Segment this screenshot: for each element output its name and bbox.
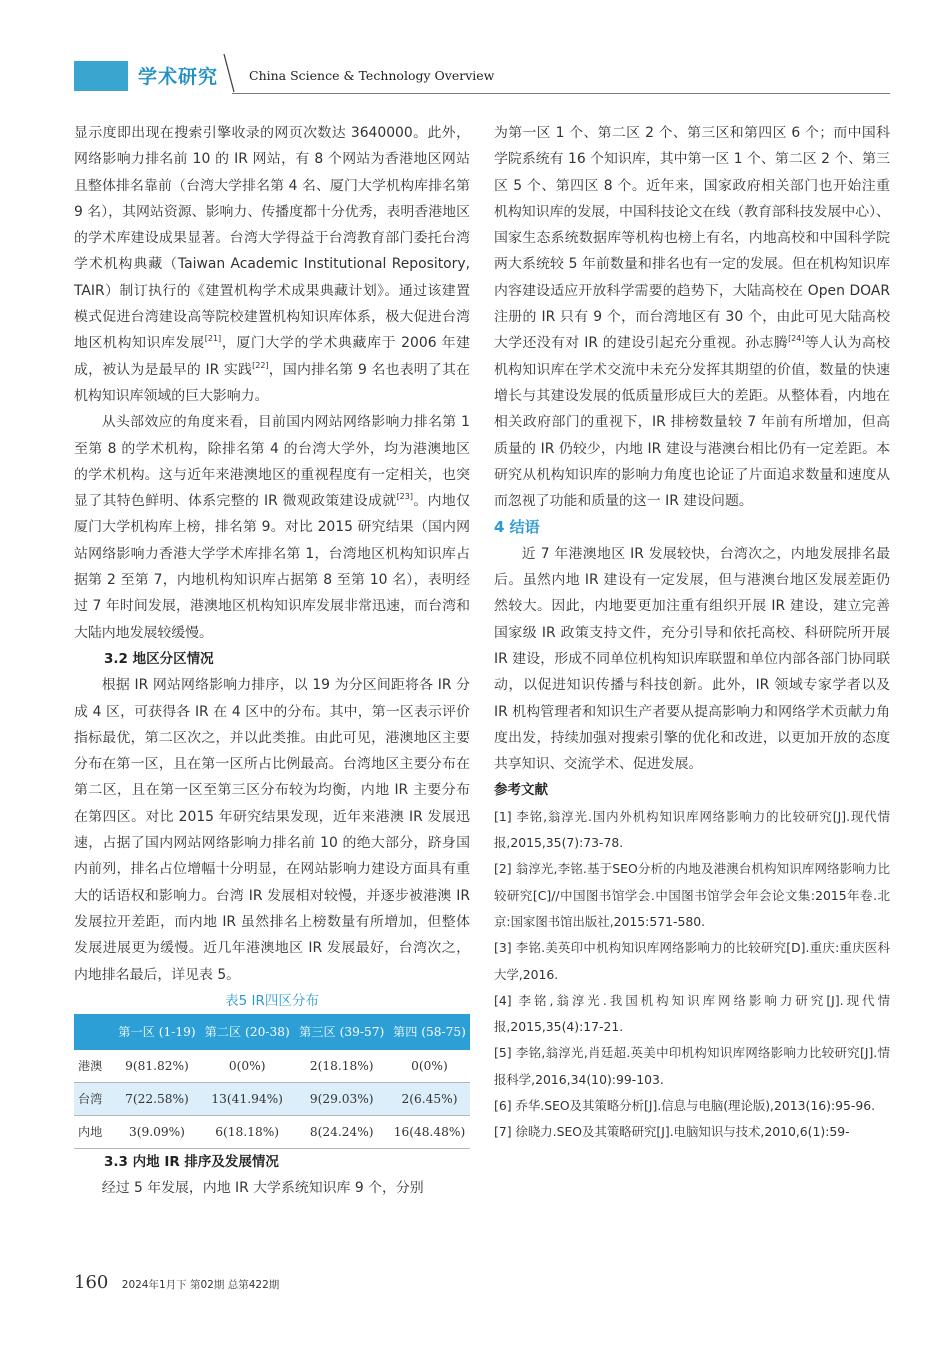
paragraph: 近 7 年港澳地区 IR 发展较快，台湾次之，内地发展排名最后。虽然内地 IR 建设有一定发展，但与港澳台地区发展差距仍然较大。因此，内地要更加注重有组织开展 IR 建设，建立完善国家级 IR 政策支持文件，充分引导和依托高校、科研院所开展 IR 建设，形成不同单位机构知识库联盟和单位内部各部门协同联动，以促进知识传播与科技创新。此外，IR 领域专家学者以及 IR 机构管理者和知识生产者要从提高影响力和网络学术贡献力角度出发，持续加强对搜索引擎的优化和改进，以更加开放的态度共享知识、交流学术、促进发展。 [494,545,890,773]
citation[interactable]: [23] [396,492,413,502]
paragraph: 经过 5 年发展，内地 IR 大学系统知识库 9 个，分别 [101,1180,424,1197]
references-heading: 参考文献 [494,782,548,799]
table-header-cell: 第一区 (1-19) [114,1014,200,1050]
paragraph: 从头部效应的角度来看，目前国内网站网络影响力排名第 1 至第 8 的学术机构，除排名第 4 的台湾大学外，均为港澳地区的学术机构。这与近年来港澳地区的重视程度有一定相关，也突显了其特色鲜明、体系完整的 IR 微观政策建设成就[23]。内地仅厦门大学机构库上榜，排名第 9。对比 2015 研究结果（国内网站网络影响力香港大学学术库排名第 1，台湾地区机构知识库占据第 2 至第 7，内地机构知识库占据第 8 至第 10 名），表明经过 7 年时间发展，港澳地区机构知识库发展非常迅速，而台湾和大陆内地发展较缓慢。 [74,414,470,641]
page-number: 160 [74,1272,109,1293]
table-cell: 内地 [74,1115,114,1148]
section-heading-4: 4 结语 [494,518,540,537]
table-cell: 7(22.58%) [114,1082,200,1115]
table-row [74,1115,470,1148]
table-cell: 13(41.94%) [200,1082,295,1115]
reference-item: [2] 翁淳光,李铭.基于SEO分析的内地及港澳台机构知识库网络影响力比较研究[C]//中国图书馆学会.中国图书馆学会年会论文集:2015年卷.北京:国家图书馆出版社,2015:571-580. [494,861,890,929]
header-slash-decoration [220,52,242,96]
reference-item: [6] 乔华.SEO及其策略分析[J].信息与电脑(理论版),2013(16):95-96. [494,1097,876,1113]
reference-item: [4] 李铭,翁淳光.我国机构知识库网络影响力研究[J].现代情报,2015,35(4):17-21. [494,992,890,1035]
reference-item: [3] 李铭.美英印中机构知识库网络影响力的比较研究[D].重庆:重庆医科大学,2016. [494,940,890,982]
journal-name: China Science & Technology Overview [249,68,495,83]
citation[interactable]: [21] [204,334,222,344]
paragraph: 根据 IR 网站网络影响力排序，以 19 为分区间距将各 IR 分成 4 区，可获得各 IR 在 4 区中的分布。其中，第一区表示评价指标最优，第二区次之，并以此类推。由此可见，港澳地区主要分布在第一区，且在第一区所占比例最高。台湾地区主要分布在第二区，且在第一区至第三区分布较为均衡，内地 IR 主要分布在第四区。对比 2015 年研究结果发现，近年来港澳 IR 发展迅速，占据了国内网站网络影响力排名前 10 的绝大部分，跻身国内前列，排名占位增幅十分明显，在网站影响力建设方面具有重大的话语权和影响力。台湾 IR 发展相对较慢，并逐步被港澳 IR 发展拉开差距，而内地 IR 虽然排名上榜数量有所增加，但整体发展进展更为缓慢。近几年港澳地区 IR 发展最好，台湾次之，内地排名最后，详见表 5。 [74,677,470,983]
table-header-cell: 第三区 (39-57) [294,1014,389,1050]
table-header-cell: 第四 (58-75) [389,1014,470,1050]
ir-zone-table [74,1014,470,1149]
table-cell: 6(18.18%) [200,1115,295,1148]
table-cell: 台湾 [74,1082,114,1115]
paragraph: 为第一区 1 个、第二区 2 个、第三区和第四区 6 个；而中国科学院系统有 16 个知识库，其中第一区 1 个、第二区 2 个、第三区 5 个、第四区 8 个。近年来，国家政府相关部门也开始注重机构知识库的发展，中国科技论文在线（教育部科技发展中心）、国家生态系统数据库等机构也榜上有名，内地高校和中国科学院两大系统较 5 年前数量和排名也有一定的发展。但在机构知识库内容建设适应开放科学需要的趋势下，大陆高校在 Open DOAR 注册的 IR 只有 9 个，而台湾地区有 30 个，由此可见大陆高校大学还没有对 IR 的建设引起充分重视。孙志腾[24]等人认为高校机构知识库在学术交流中未充分发挥其期望的价值，数量的快速增长与其建设发展的低质量形成巨大的差距。从整体看，内地在相关政府部门的重视下，IR 排榜数量较 7 年前有所增加，但高质量的 IR 仍较少，内地 IR 建设与港澳台相比仍有一定差距。本研究从机构知识库的影响力角度也论证了片面追求数量和速度从而忽视了功能和质量的这一 IR 建设问题。 [494,125,890,510]
right-column [494,120,890,1146]
page-footer [74,1272,279,1293]
section-title: 学术研究 [138,66,219,88]
table-header-row [74,1014,470,1050]
table-title: 表5 IR四区分布 [225,992,319,1009]
table-header-cell: 第二区 (20-38) [200,1014,295,1050]
table-row [74,1082,470,1115]
header-color-block [74,61,128,91]
paragraph: 显示度即出现在搜索引擎收录的网页次数达 3640000。此外，网络影响力排名前 10 的 IR 网站，有 8 个网站为香港地区网站且整体排名靠前（台湾大学排名第 4 名、厦门大学机构库排名第 9 名），其网站资源、影响力、传播度都十分优秀，表明香港地区的学术库建设成果显著。台湾大学得益于台湾教育部门委托台湾学术机构典藏（Taiwan Academic Institutional Repository, TAIR）制订执行的《建置机构学术成果典藏计划》。通过该建置模式促进台湾建设高等院校建置机构知识库体系，极大促进台湾地区机构知识库发展[21]，厦门大学的学术典藏库于 2006 年建成，被认为是最早的 IR 实践[22]，国内排名第 9 名也表明了其在机构知识库领域的巨大影响力。 [74,125,470,404]
table-header-cell [74,1014,114,1050]
table-cell: 8(24.24%) [294,1115,389,1148]
table-cell: 9(81.82%) [114,1050,200,1083]
left-column [74,120,470,1201]
reference-item: [5] 李铭,翁淳光,肖廷超.英美中印机构知识库网络影响力比较研究[J].情报科学,2016,34(10):99-103. [494,1045,890,1087]
table-row [74,1050,470,1083]
citation[interactable]: [24] [788,334,805,344]
header-rule [232,93,890,94]
table-cell: 2(18.18%) [294,1050,389,1083]
table-cell: 港澳 [74,1050,114,1083]
table-cell: 0(0%) [200,1050,295,1083]
issue-info: 2024年1月下 第02期 总第422期 [121,1279,280,1291]
section-heading-3-3: 3.3 内地 IR 排序及发展情况 [104,1153,279,1170]
table-cell: 3(9.09%) [114,1115,200,1148]
table-cell: 9(29.03%) [294,1082,389,1115]
table-cell: 0(0%) [389,1050,470,1083]
citation[interactable]: [22] [252,360,269,370]
section-heading-3-2: 3.2 地区分区情况 [104,650,214,667]
reference-item: [7] 徐晓力.SEO及其策略研究[J].电脑知识与技术,2010,6(1):59- [494,1124,850,1140]
table-cell: 16(48.48%) [389,1115,470,1148]
reference-item: [1] 李铭,翁淳光.国内外机构知识库网络影响力的比较研究[J].现代情报,2015,35(7):73-78. [494,808,890,851]
table-cell: 2(6.45%) [389,1082,470,1115]
